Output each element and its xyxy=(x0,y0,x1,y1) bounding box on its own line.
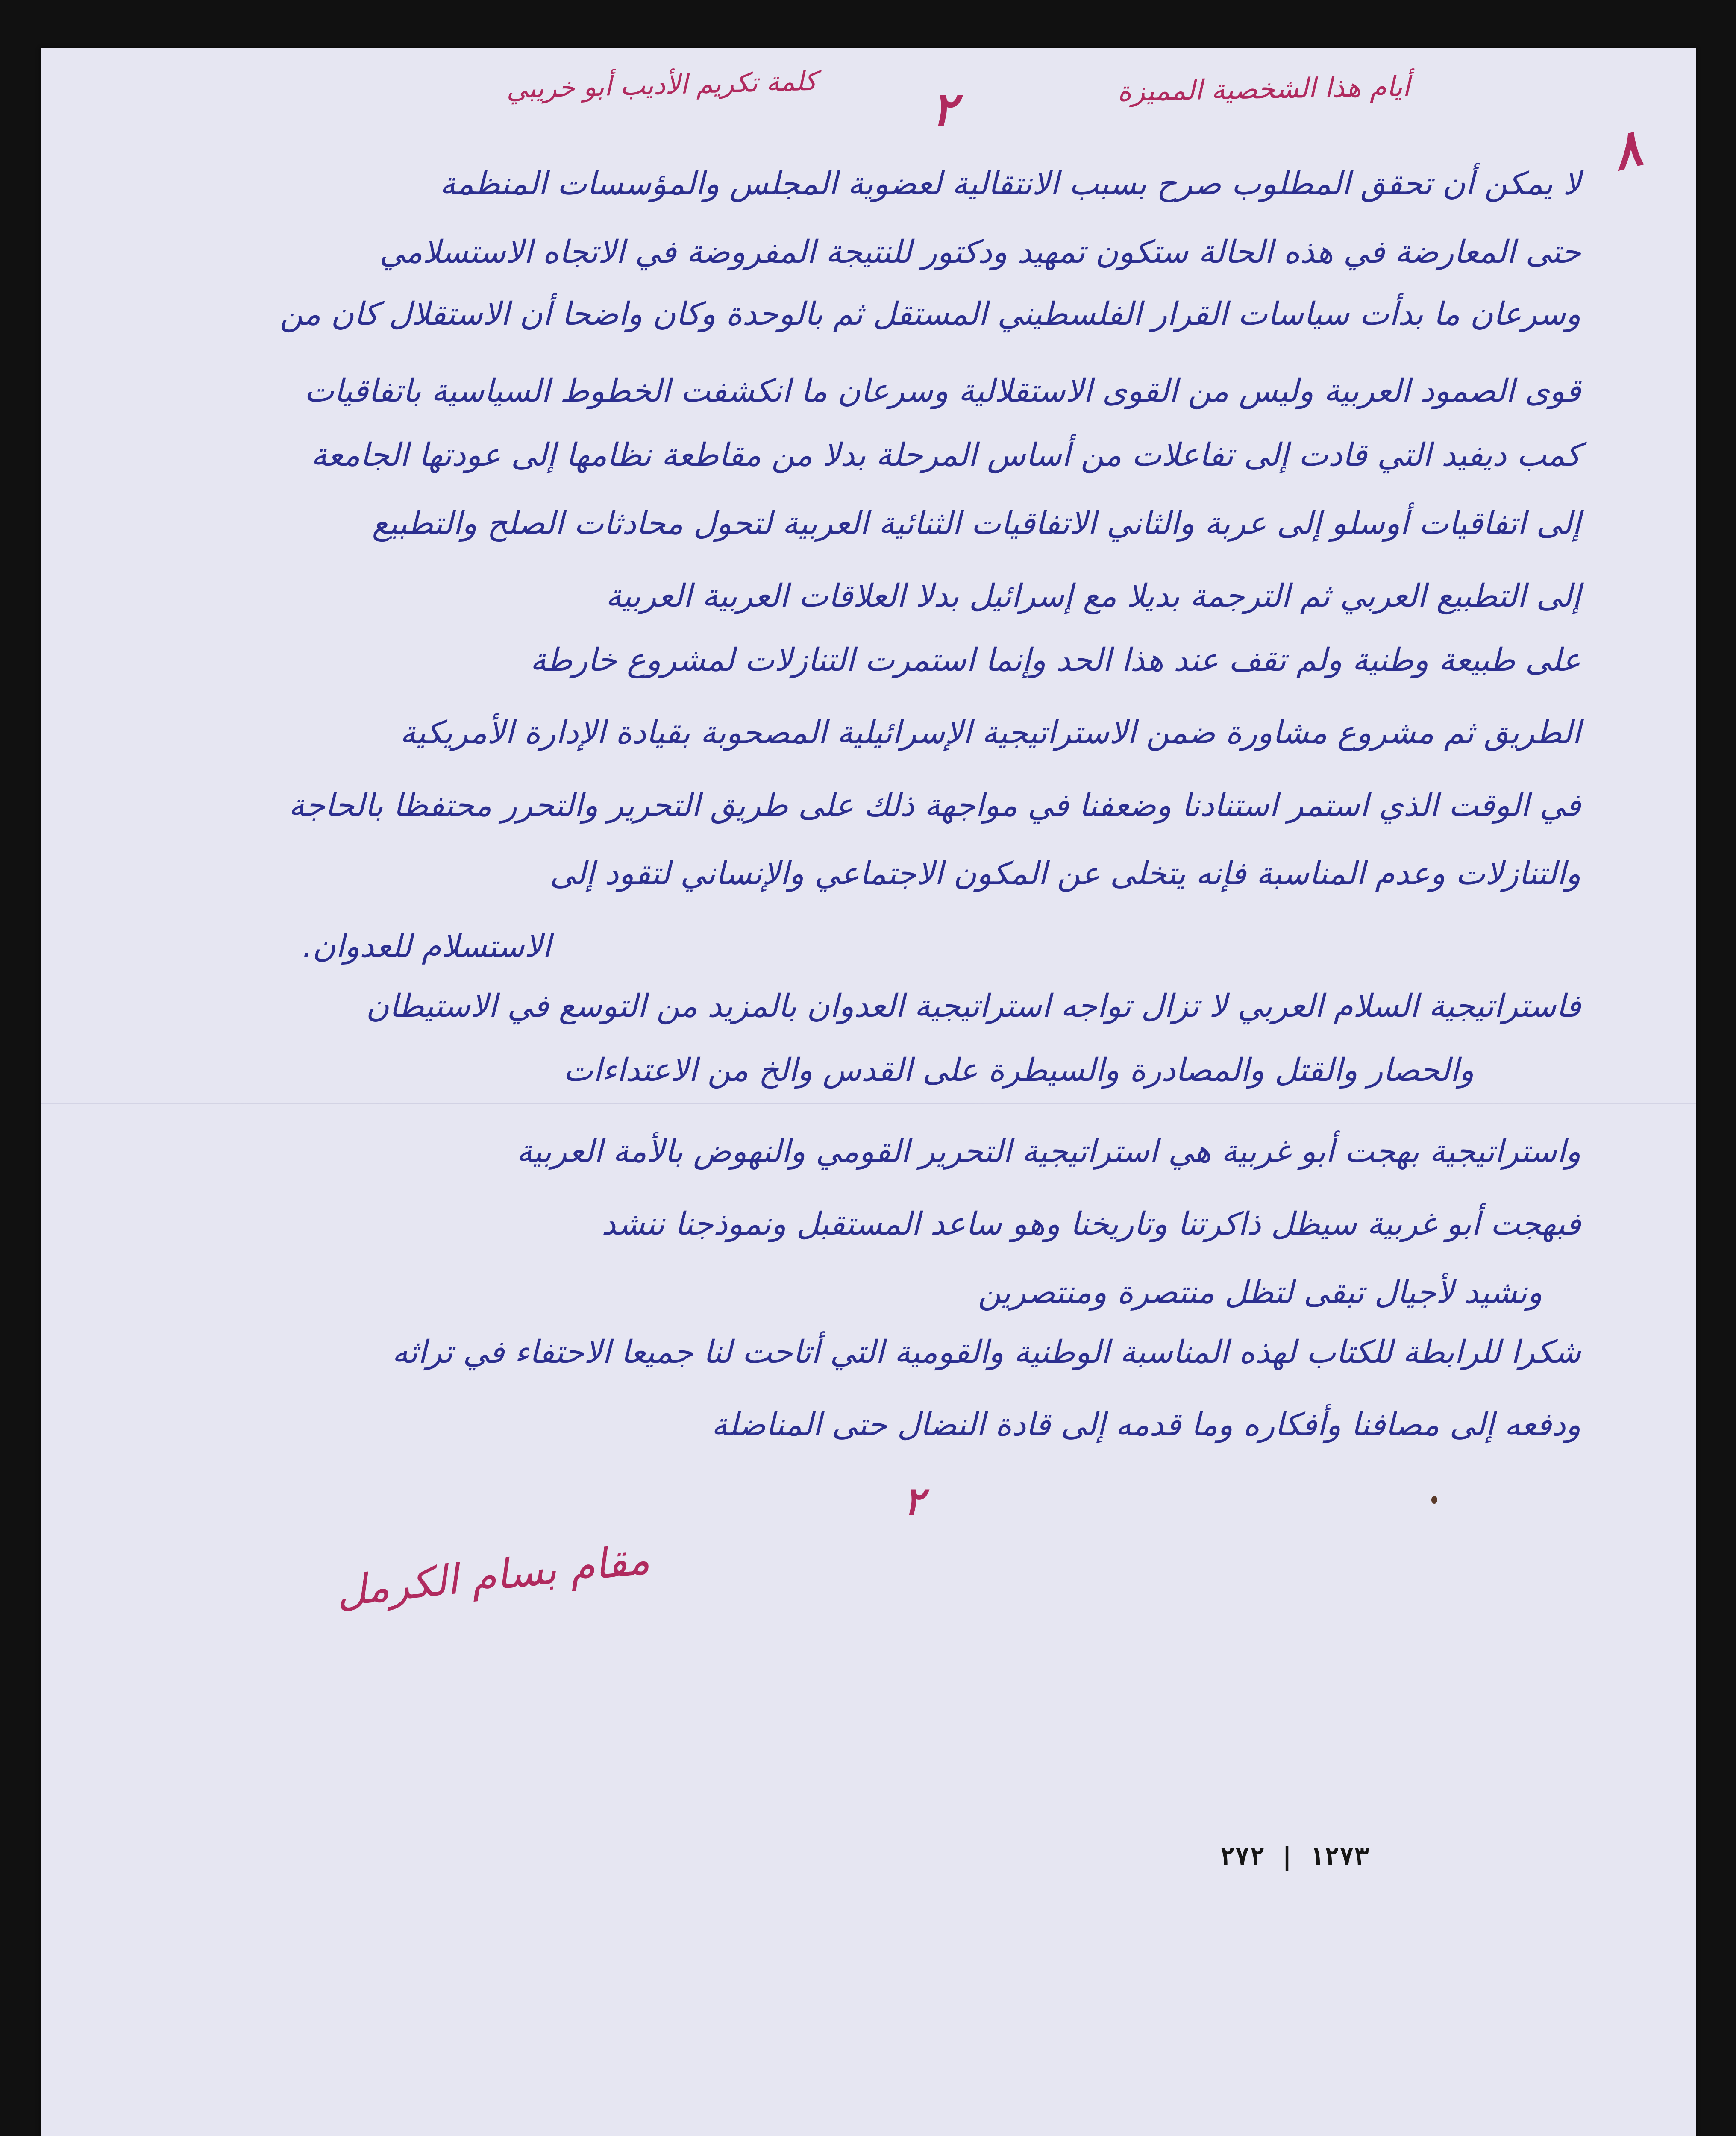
page-marker: ٢ xyxy=(904,1479,925,1524)
body-line: ونشيد لأجيال تبقى لتظل منتصرة ومنتصرين xyxy=(978,1274,1542,1311)
header-right-title: أيام هذا الشخصية المميزة xyxy=(1117,71,1410,108)
body-line: واستراتيجية بهجت أبو غربية هي استراتيجية التحرير القومي والنهوض بالأمة العربية xyxy=(516,1133,1581,1170)
body-line: فبهجت أبو غربية سيظل ذاكرتنا وتاريخنا وهو ساعد المستقبل ونموذجنا ننشد xyxy=(601,1206,1581,1242)
document-page xyxy=(41,48,1696,2136)
body-line: إلى التطبيع العربي ثم الترجمة بديلا مع إسرائيل بدلا العلاقات العربية العربية xyxy=(605,578,1581,614)
corner-mark: ٨ xyxy=(1606,118,1648,182)
body-line: لا يمكن أن تحقق المطلوب صرح بسبب الانتقالية لعضوية المجلس والمؤسسات المنظمة xyxy=(439,165,1581,202)
body-line: قوى الصمود العربية وليس من القوى الاستقلالية وسرعان ما انكشفت الخطوط السياسية باتفاقيات xyxy=(304,373,1581,409)
body-line: فاستراتيجية السلام العربي لا تزال تواجه استراتيجية العدوان بالمزيد من التوسع في الاستيطان xyxy=(366,988,1581,1024)
body-line: إلى اتفاقيات أوسلو إلى عربة والثاني الاتفاقيات الثنائية العربية لتحول محادثات الصلح والتطبيع xyxy=(372,505,1581,542)
body-line: كمب ديفيد التي قادت إلى تفاعلات من أساس المرحلة بدلا من مقاطعة نظامها إلى عودتها الجامعة xyxy=(311,437,1581,473)
body-line: شكرا للرابطة للكتاب لهذه المناسبة الوطنية والقومية التي أتاحت لنا جميعا الاحتفاء في تراثه xyxy=(392,1334,1581,1370)
body-line: والتنازلات وعدم المناسبة فإنه يتخلى عن المكون الاجتماعي والإنساني لتقود إلى xyxy=(549,855,1581,892)
archive-stamp: ١٢٧٣ | ٢٧٢ xyxy=(1220,1842,1369,1871)
body-line: حتى المعارضة في هذه الحالة ستكون تمهيد ودكتور للنتيجة المفروضة في الاتجاه الاستسلامي xyxy=(379,234,1581,270)
body-line: على طبيعة وطنية ولم تقف عند هذا الحد وإنما استمرت التنازلات لمشروع خارطة xyxy=(530,642,1581,678)
body-line: والحصار والقتل والمصادرة والسيطرة على القدس والخ من الاعتداءات xyxy=(563,1052,1474,1089)
body-line: الطريق ثم مشروع مشاورة ضمن الاستراتيجية الإسرائيلية المصحوبة بقيادة الإدارة الأمريكية xyxy=(400,714,1581,751)
body-line: الاستسلام للعدوان. xyxy=(302,928,551,965)
ink-dot xyxy=(1431,1496,1437,1504)
body-line: وسرعان ما بدأت سياسات القرار الفلسطيني المستقل ثم بالوحدة وكان واضحا أن الاستقلال كان من xyxy=(279,296,1581,332)
paper-fold-line xyxy=(41,1103,1696,1104)
signature: مقام بسام الكرمل xyxy=(334,1535,652,1616)
header-left-title: كلمة تكريم الأديب أبو خريبي xyxy=(506,65,818,105)
header-page-number: ٢ xyxy=(931,82,957,137)
body-line: ودفعه إلى مصافنا وأفكاره وما قدمه إلى قادة النضال حتى المناضلة xyxy=(711,1406,1581,1443)
body-line: في الوقت الذي استمر استنادنا وضعفنا في مواجهة ذلك على طريق التحرير والتحرر محتفظا بالحاجة xyxy=(288,787,1581,824)
